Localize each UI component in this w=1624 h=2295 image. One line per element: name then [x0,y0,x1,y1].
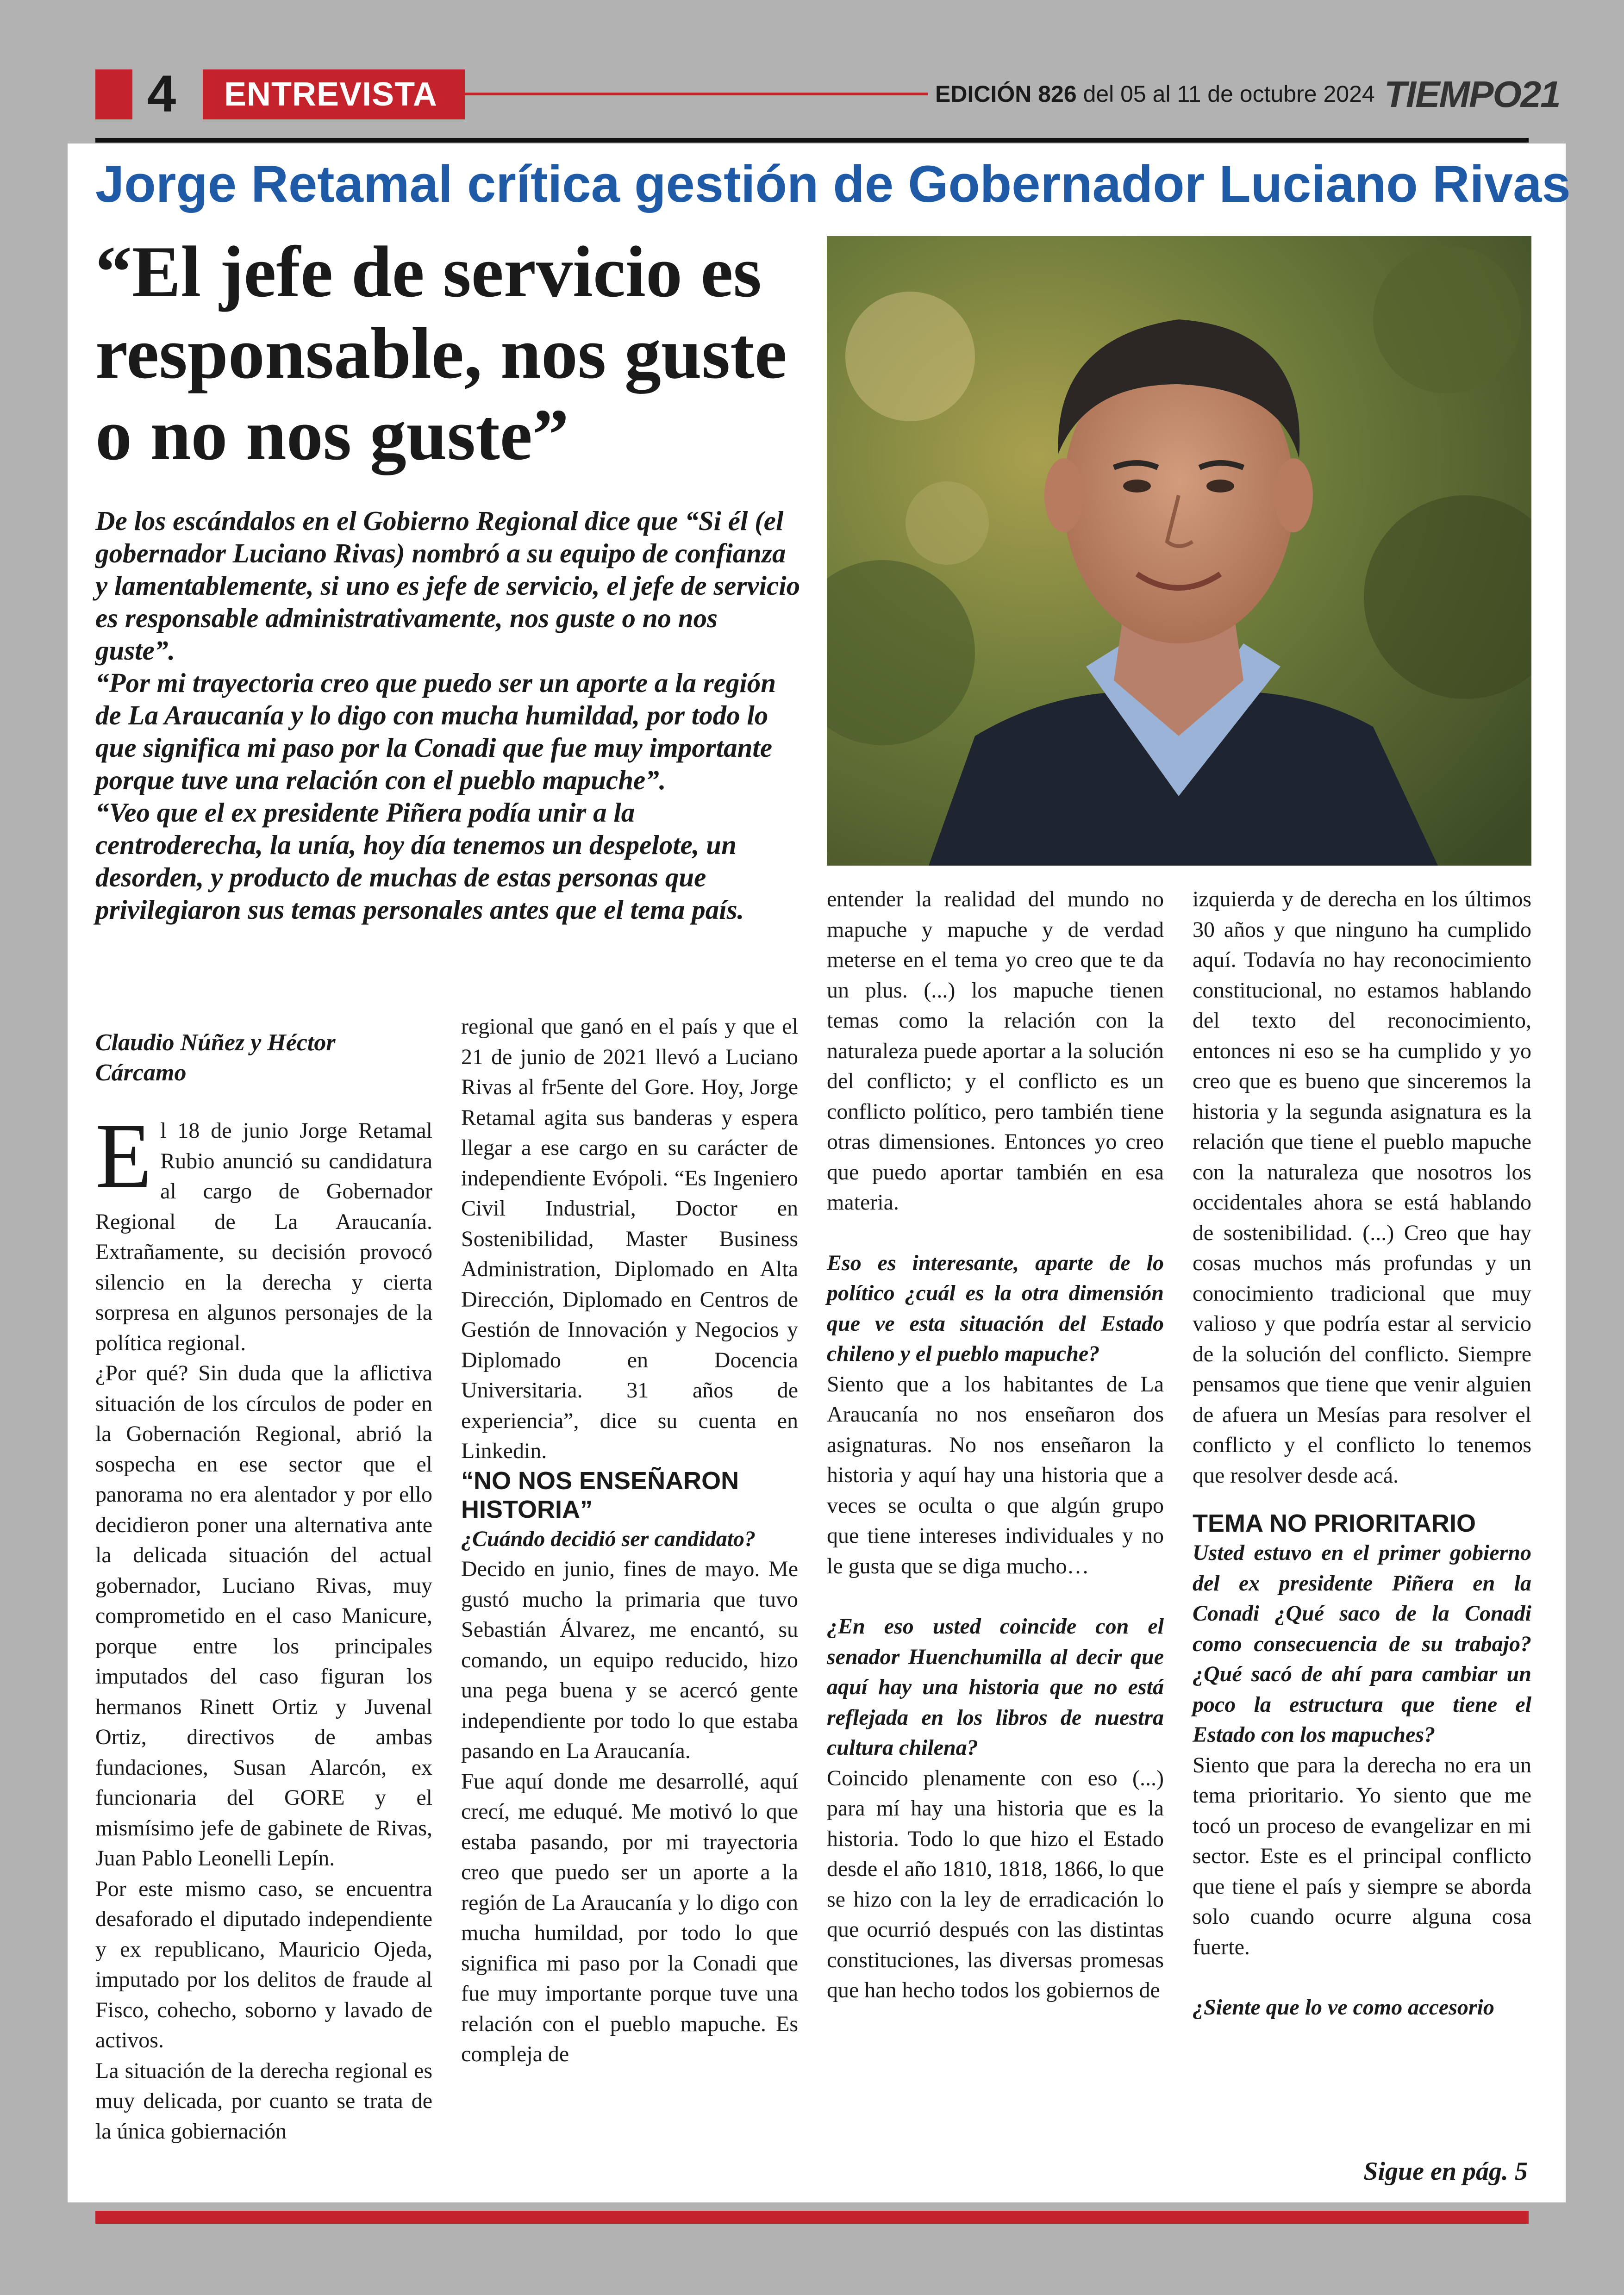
body-paragraph: regional que ganó en el país y que el 21 de junio de 2021 llevó a Luciano Rivas al fr5ente del Gore. Hoy, Jorge Retamal agita sus banderas y espera llegar a ese cargo en su carácter de independiente Evópoli. “Es Ingeniero Civil Industrial, Doctor en Sostenibilidad, Master Business Administration, Diplomado en Alta Dirección, Diplomado en Centros de Gestión de Innovación y Negocios y Diplomado en Docencia Universitaria. 31 años de experiencia”, dice su cuenta en Linkedin. [461,1014,798,1463]
header-black-rule [95,138,1529,143]
interview-question: Eso es interesante, aparte de lo político ¿cuál es la otra dimensión que ve esta situación del Estado chileno y el pueblo mapuche? [827,1250,1164,1366]
article-column-1 [95,1028,432,2146]
brand-logo: TIEMPO21 [1384,74,1560,115]
interview-answer: izquierda y de derecha en los últimos 30 años y que ninguno ha cumplido aquí. Todavía no hay reconocimiento constitucional, no estamos hablando del texto del reconocimiento, entonces ni eso se ha cumplido y yo creo que es bueno que sinceremos la historia y la segunda asignatura es la relación que tiene el pueblo mapuche con la naturaleza que nosotros los occidentales ahora se está hablando de sostenibilidad. (...) Creo que hay cosas muchos más profundas y un conocimiento tradicional que muy valioso y que podría estar al servicio de la solución del conflicto. Siempre pensamos que tiene que venir alguien de afuera un Mesías para resolver el conflicto y el conflicto lo tenemos que resolver desde acá. [1193,887,1531,1488]
interview-question: ¿Siente que lo ve como accesorio [1193,1995,1494,2020]
interview-question: ¿Cuándo decidió ser candidato? [461,1526,756,1551]
interview-answer: Coincido plenamente con eso (...) para mí hay una historia que es la historia. Todo lo que hizo el Estado desde el año 1810, 1818, 1866, lo que se hizo con la ley de erradicación lo que ocurrió después con las distintas constituciones, las diversas promesas que han hecho todos los gobiernos de [827,1765,1164,2002]
section-label: ENTREVISTA [203,69,465,119]
byline: Claudio Núñez y Héctor Cárcamo [95,1029,336,1086]
header-red-block [95,69,132,119]
continue-note: Sigue en pág. 5 [1363,2157,1528,2186]
interview-answer: entender la realidad del mundo no mapuche y mapuche y de verdad meterse en el tema yo creo que te da un plus. (...) los mapuche tienen temas como la relación con la naturaleza puede aportar a la solución del conflicto; y el conflicto es un conflicto político, pero también tiene otras dimensiones. Entonces yo creo que puedo aportar también en esa materia. [827,887,1164,1215]
page-number: 4 [147,65,176,123]
edition-dates: del 05 al 11 de octubre 2024 [1076,81,1375,107]
body-paragraph: La situación de la derecha regional es muy delicada, por cuanto se trata de la única gobiernación [95,2058,432,2144]
article-column-4 [1193,884,1531,2023]
lead-paragraph: “Veo que el ex presidente Piñera podía unir a la centroderecha, la unía, hoy día tenemos un despelote, un desorden, y producto de muchas de estas personas que privilegiaron sus temas personales antes que el tema país. [95,797,744,925]
drop-cap: E [95,1105,152,1207]
body-paragraph: ¿Por qué? Sin duda que la aflictiva situación de los círculos de poder en la Gobernación Regional, abrió la sospecha en ese sector que el panorama no era alentador y por ello decidieron poner una alternativa ante la delicada situación del actual gobernador, Luciano Rivas, muy comprometido en el caso Manicure, porque entre los principales imputados del caso figuran los hermanos Rinett Ortiz y Juvenal Ortiz, directivos de ambas fundaciones, Susan Alarcón, ex funcionaria del GORE y el mismísimo jefe de gabinete de Rivas, Juan Pablo Leonelli Lepín. [95,1361,432,1871]
header-red-rule [465,93,928,95]
body-paragraph: El 18 de junio Jorge Retamal Rubio anunció su candidatura al cargo de Gobernador Regional de La Araucanía. Extrañamente, su decisión provocó silencio en la derecha y cierta sorpresa en algunos personajes de la política regional. [95,1105,432,1355]
interview-answer: Decido en junio, fines de mayo. Me gustó mucho la primaria que tuvo Sebastián Álvarez, me encantó, su comando, un equipo reducido, hizo una pega buena y se acercó gente independiente por todo lo que estaba pasando en La Araucanía. [461,1557,798,1763]
section-subhead: “NO NOS ENSEÑARON HISTORIA” [461,1466,739,1523]
interview-answer: Fue aquí donde me desarrollé, aquí crecí, me eduqué. Me motivó lo que estaba pasando, por mi trayectoria creo que puedo ser un aporte a la región de La Araucanía y lo digo con mucha humildad, por todo lo que significa mi paso por la Conadi que fue muy importante porque tuve una relación con el pueblo mapuche. Es compleja de [461,1769,798,2066]
edition-info [935,78,1375,110]
article-kicker: Jorge Retamal crítica gestión de Gobernador Luciano Rivas [95,155,1571,213]
interview-answer: Siento que a los habitantes de La Araucanía no nos enseñaron dos asignaturas. No nos enseñaron la historia y aquí hay una historia que a veces se oculta o que algún grupo que tiene intereses individuales y no le gusta que se diga mucho… [827,1372,1164,1578]
article-column-3 [827,884,1164,2006]
article-headline: “El jefe de servicio es responsable, nos guste o no nos guste” [95,231,787,475]
lead-paragraph: “Por mi trayectoria creo que puedo ser un aporte a la región de La Araucanía y lo digo con mucha humildad, por todo lo que significa mi paso por la Conadi que fue muy importante porque tuve una relación con el pueblo mapuche”. [95,667,776,795]
footer-red-rule [95,2211,1529,2224]
article-column-2 [461,1011,798,2070]
lead-paragraph: De los escándalos en el Gobierno Regional dice que “Si él (el gobernador Luciano Rivas) nombró a su equipo de confianza y lamentablemente, si uno es jefe de servicio, el jefe de servicio es responsable administrativamente, nos guste o no nos guste”. [95,505,800,666]
section-subhead: TEMA NO PRIORITARIO [1193,1509,1476,1537]
article-lead [95,505,804,926]
body-paragraph: Por este mismo caso, se encuentra desaforado el diputado independiente y ex republicano, Mauricio Ojeda, imputado por los delitos de fraude al Fisco, cohecho, soborno y lavado de activos. [95,1876,432,2052]
portrait-photo [827,236,1531,866]
edition-number: EDICIÓN 826 [935,81,1077,107]
interview-question: ¿En eso usted coincide con el senador Huenchumilla al decir que aquí hay una historia que no está reflejada en los libros de nuestra cultura chilena? [827,1614,1164,1760]
interview-question: Usted estuvo en el primer gobierno del ex presidente Piñera en la Conadi ¿Qué saco de la Conadi como consecuencia de su trabajo? ¿Qué sacó de ahí para cambiar un poco la estructura que tiene el Estado con los mapuches? [1193,1540,1531,1747]
interview-answer: Siento que para la derecha no era un tema prioritario. Yo siento que me tocó un proceso de evangelizar en mi sector. Este es el principal conflicto que tiene el país y siempre se aborda solo cuando ocurre alguna cosa fuerte. [1193,1752,1531,1959]
